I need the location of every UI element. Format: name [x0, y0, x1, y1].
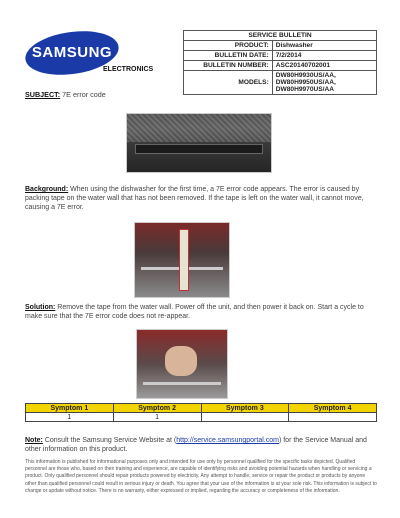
- symptom-2-header: Symptom 2: [113, 404, 201, 413]
- service-website-link[interactable]: http://service.samsungportal.com: [176, 437, 279, 444]
- logo-text: SAMSUNG: [31, 44, 113, 61]
- solution-label: Solution:: [25, 304, 56, 311]
- symptom-2-value: 1: [113, 413, 201, 422]
- disclaimer-text: This information is published for informational purposes only and intended for use only by personnel qualified for the specific tasks depicted. Qualified personnel are those who, based on their training and experience, are capable of identifying risks and avoiding potential hazards when handling or servicing a product. Only qualified personnel should repair products powered by electricity. Any attempt to handle, service or repair the product or products by anyone other than qualified personnel could result in serious injury or death. You agree that your use of the information is at your sole risk. This information is subject to change or update without notice. There is no warranty, either expressed or implied, regarding the accuracy or completeness of the information.: [25, 459, 377, 494]
- bulletin-number-label: BULLETIN NUMBER:: [184, 61, 273, 71]
- symptom-4-value: [289, 413, 377, 422]
- background-text: When using the dishwasher for the first time, a 7E error code appears. The error is caused by packing tape on the water wall that has not been removed. If the tape is left on the water wall, it cannot move, causing a 7E error.: [25, 186, 364, 211]
- models-value: DW80H9930US/AA, DW80H9950US/AA, DW80H9970US/AA: [272, 71, 376, 95]
- note-prefix: Consult the Samsung Service Website at (: [44, 437, 177, 444]
- models-label: MODELS:: [184, 71, 273, 95]
- symptom-3-header: Symptom 3: [201, 404, 289, 413]
- bulletin-title: SERVICE BULLETIN: [184, 31, 377, 41]
- note-suffix: ) for the Service Manual and other information on this product.: [25, 437, 367, 453]
- background-label: Background:: [25, 186, 69, 193]
- symptom-4-header: Symptom 4: [289, 404, 377, 413]
- note-label: Note:: [25, 437, 43, 444]
- subject-label: SUBJECT:: [25, 90, 61, 99]
- solution-text: Remove the tape from the water wall. Power off the unit, and then power it back on. Start a cycle to make sure that the 7E error code does not re-appear.: [25, 304, 364, 320]
- tape-removal-photo: [136, 329, 228, 399]
- subject-text: 7E error code: [62, 90, 106, 99]
- product-label: PRODUCT:: [184, 41, 273, 51]
- water-wall-tape-photo: [134, 222, 230, 298]
- note-section: [25, 437, 377, 454]
- symptom-1-header: Symptom 1: [26, 404, 114, 413]
- symptoms-table: [25, 403, 377, 422]
- bulletin-date-value: 7/2/2014: [272, 51, 376, 61]
- symptom-1-value: 1: [26, 413, 114, 422]
- background-section: [25, 185, 377, 212]
- bulletin-number-value: ASC20140702001: [272, 61, 376, 71]
- solution-section: [25, 303, 377, 321]
- symptom-3-value: [201, 413, 289, 422]
- subject-line: [25, 90, 106, 99]
- bulletin-date-label: BULLETIN DATE:: [184, 51, 273, 61]
- electronics-label: ELECTRONICS: [103, 66, 154, 73]
- bulletin-info-table: [183, 30, 377, 95]
- dishwasher-panel-photo: [126, 113, 272, 173]
- product-value: Dishwasher: [272, 41, 376, 51]
